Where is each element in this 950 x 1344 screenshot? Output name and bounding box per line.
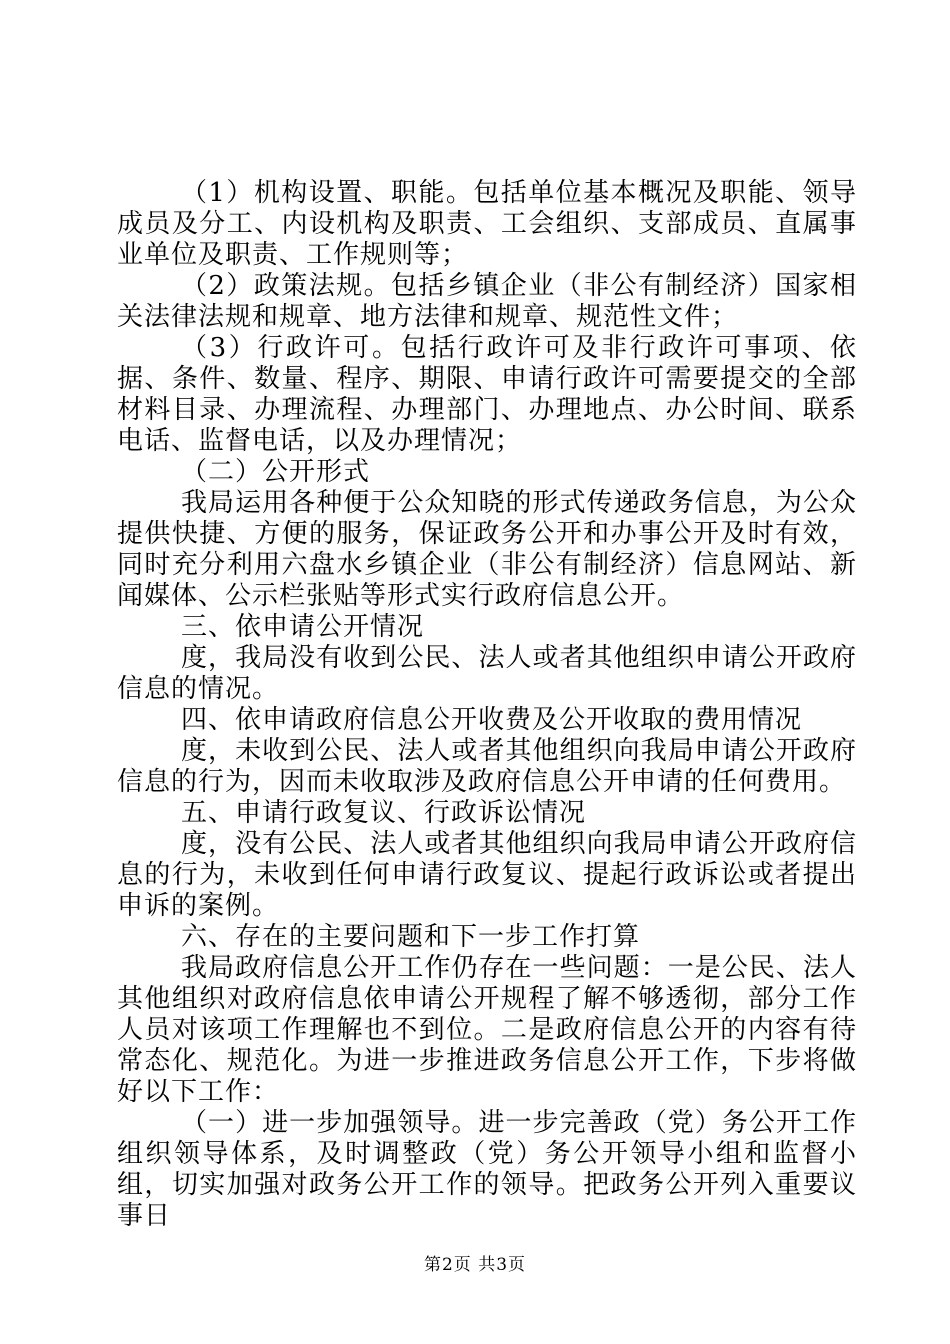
section-heading: （二）公开形式 bbox=[181, 457, 371, 487]
paragraph: （3）行政许可。包括行政许可及非行政许可事项、依据、条件、数量、程序、期限、申请行政许可需要提交的全部材料目录、办理流程、办理部门、办理地点、办公时间、联系电话、监督电话，以及办理情况； bbox=[117, 333, 857, 456]
section-heading: 五、申请行政复议、行政诉讼情况 bbox=[181, 798, 587, 828]
paragraph: （一）进一步加强领导。进一步完善政（党）务公开工作组织领导体系，及时调整政（党）务公开领导小组和监督小组，切实加强对政务公开工作的领导。把政务公开列入重要议事日 bbox=[117, 1108, 857, 1231]
page-footer: 第2页 共3页 bbox=[423, 1255, 527, 1275]
section-heading: 三、依申请公开情况 bbox=[181, 612, 425, 642]
section-heading: 六、存在的主要问题和下一步工作打算 bbox=[181, 922, 641, 952]
paragraph: 我局政府信息公开工作仍存在一些问题：一是公民、法人其他组织对政府信息依申请公开规程了解不够透彻，部分工作人员对该项工作理解也不到位。二是政府信息公开的内容有待常态化、规范化。为进一步推进政务信息公开工作，下步将做好以下工作： bbox=[117, 953, 857, 1107]
paragraph: 度，未收到公民、法人或者其他组织向我局申请公开政府信息的行为，因而未收取涉及政府信息公开申请的任何费用。 bbox=[117, 736, 857, 797]
paragraph: 我局运用各种便于公众知晓的形式传递政务信息，为公众提供快捷、方便的服务，保证政务公开和办事公开及时有效，同时充分利用六盘水乡镇企业（非公有制经济）信息网站、新闻媒体、公示栏张贴等形式实行政府信息公开。 bbox=[117, 488, 857, 611]
paragraph: （1）机构设置、职能。包括单位基本概况及职能、领导成员及分工、内设机构及职责、工会组织、支部成员、直属事业单位及职责、工作规则等； bbox=[117, 178, 857, 270]
paragraph: 度，没有公民、法人或者其他组织向我局申请公开政府信息的行为，未收到任何申请行政复议、提起行政诉讼或者提出申诉的案例。 bbox=[117, 829, 857, 921]
section-heading: 四、依申请政府信息公开收费及公开收取的费用情况 bbox=[181, 705, 803, 735]
paragraph: 度，我局没有收到公民、法人或者其他组织申请公开政府信息的情况。 bbox=[117, 643, 857, 704]
document-body bbox=[117, 178, 857, 1232]
paragraph: （2）政策法规。包括乡镇企业（非公有制经济）国家相关法律法规和规章、地方法律和规章、规范性文件； bbox=[117, 271, 857, 332]
